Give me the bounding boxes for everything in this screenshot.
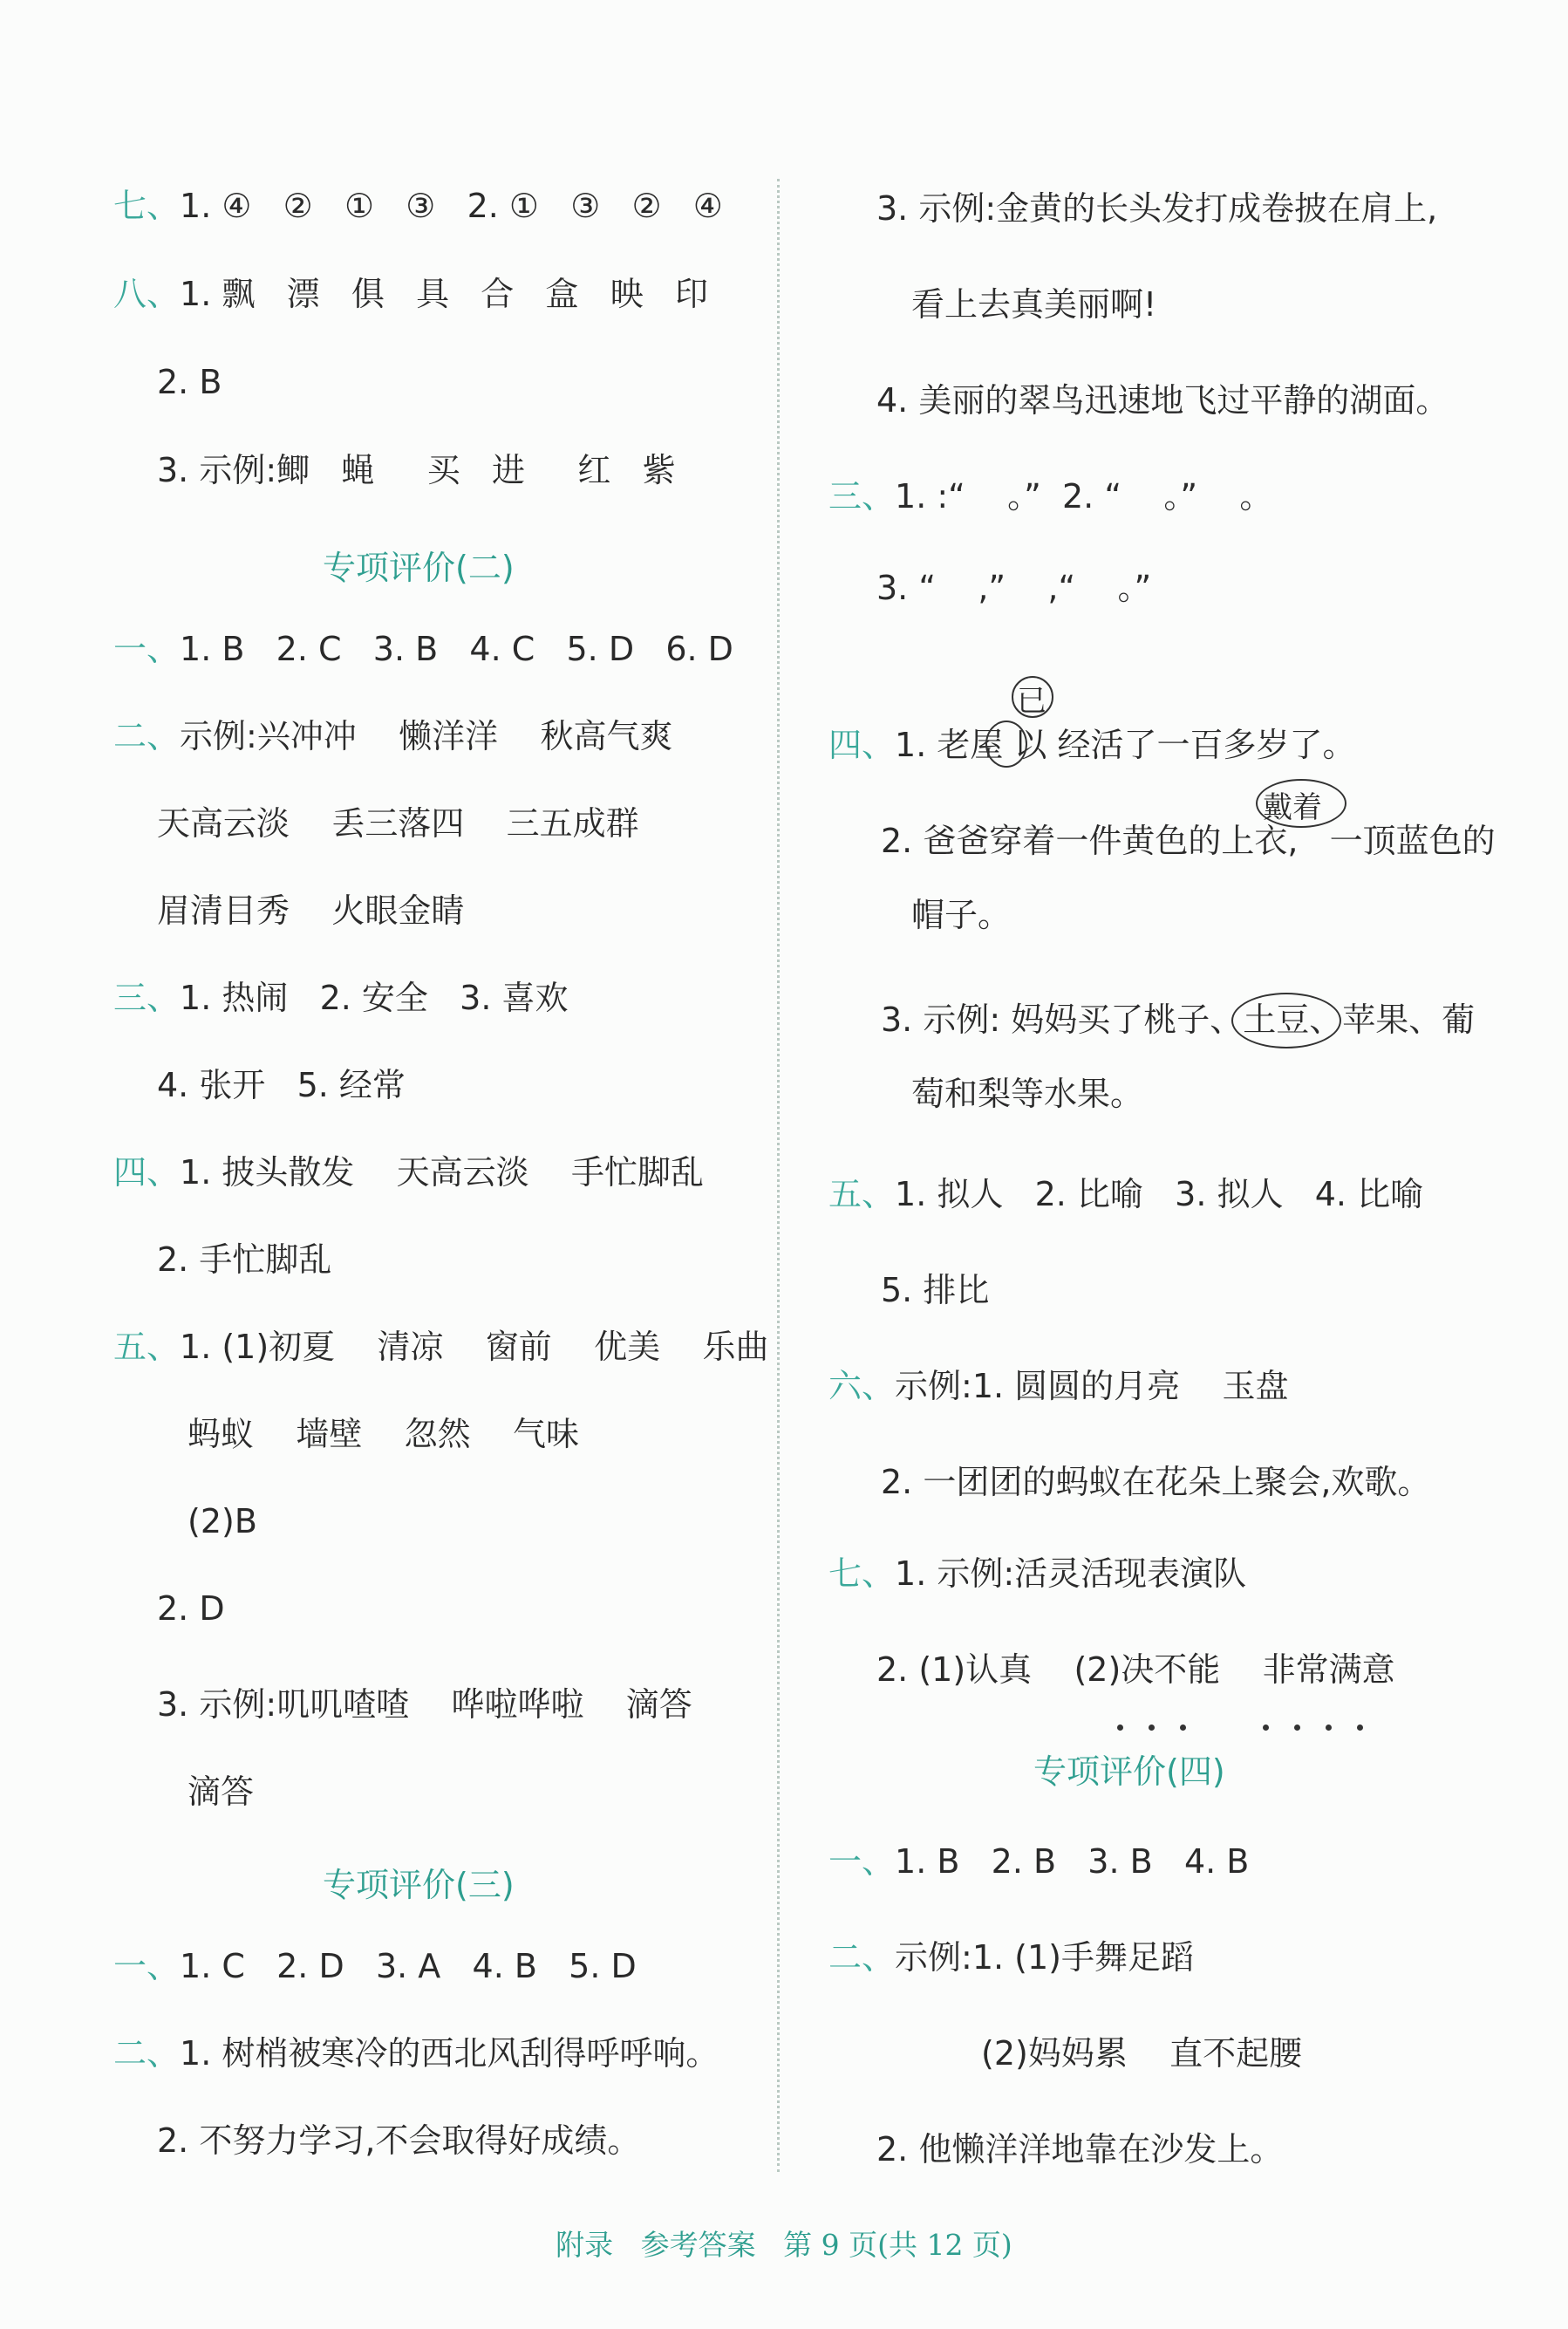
column-divider bbox=[777, 179, 780, 2172]
section-heading: 专项评价(三) bbox=[323, 1866, 515, 1904]
answer-line bbox=[113, 1151, 704, 1193]
answer-line bbox=[113, 273, 708, 315]
answer-line bbox=[876, 567, 1151, 609]
answer-text: 3. 示例: 妈妈买了桃子、土豆、苹果、葡 bbox=[881, 1001, 1476, 1039]
answer-line bbox=[157, 449, 676, 491]
answer-line bbox=[113, 2032, 719, 2074]
answer-text: 萄和梨等水果。 bbox=[911, 1075, 1144, 1113]
answer-line bbox=[876, 2128, 1283, 2170]
answer-line bbox=[881, 820, 1496, 862]
answer-line bbox=[113, 715, 672, 757]
answer-line bbox=[828, 1173, 1423, 1215]
answer-text: 3. 示例:鲫 蝇 买 进 红 紫 bbox=[157, 451, 676, 489]
question-number: 一、 bbox=[828, 1842, 896, 1881]
answer-text: 1. ④ ② ① ③ 2. ① ③ ② ④ bbox=[180, 187, 723, 225]
answer-text: 2. (1)认真 (2)决不能 非常满意 bbox=[876, 1650, 1395, 1689]
question-number: 七、 bbox=[828, 1554, 896, 1593]
answer-line bbox=[876, 188, 1437, 229]
answer-text: 蚂蚁 墙壁 忽然 气味 bbox=[187, 1415, 579, 1453]
answer-text: 看上去真美丽啊! bbox=[911, 285, 1157, 324]
answer-text: 1. B 2. B 3. B 4. B bbox=[895, 1842, 1250, 1881]
answer-text: 1. 示例:活灵活现表演队 bbox=[895, 1554, 1247, 1593]
answer-line bbox=[113, 628, 733, 670]
answer-line bbox=[157, 1064, 406, 1106]
answer-text: 1. :“ 。” 2. “ 。” 。 bbox=[895, 477, 1273, 516]
answer-text: 4. 美丽的翠鸟迅速地飞过平静的湖面。 bbox=[876, 381, 1449, 420]
answer-line bbox=[828, 1936, 1194, 1978]
answer-line bbox=[981, 2032, 1302, 2074]
answer-line bbox=[157, 1588, 225, 1629]
question-number: 三、 bbox=[113, 979, 181, 1017]
answer-text: 1. B 2. C 3. B 4. C 5. D 6. D bbox=[180, 630, 733, 668]
question-number: 七、 bbox=[113, 187, 181, 225]
answer-text: (2)B bbox=[187, 1502, 257, 1540]
answer-text: 示例:1. (1)手舞足蹈 bbox=[895, 1938, 1194, 1977]
answer-line bbox=[113, 185, 723, 227]
question-number: 四、 bbox=[828, 726, 896, 764]
question-number: 二、 bbox=[113, 717, 181, 755]
answer-text: (2)妈妈累 直不起腰 bbox=[981, 2034, 1303, 2073]
answer-line bbox=[157, 2120, 640, 2162]
question-number: 五、 bbox=[113, 1328, 181, 1366]
circle-mark-tudou bbox=[1231, 993, 1341, 1048]
answer-line bbox=[157, 1239, 331, 1281]
answer-text: 2. 一团团的蚂蚁在花朵上聚会,欢歌。 bbox=[881, 1463, 1431, 1501]
answer-line bbox=[157, 803, 639, 844]
section-heading: 专项评价(四) bbox=[1033, 1752, 1225, 1791]
answer-text: 1. (1)初夏 清凉 窗前 优美 乐曲 bbox=[180, 1328, 769, 1366]
answer-text: 示例:兴冲冲 懒洋洋 秋高气爽 bbox=[180, 717, 673, 755]
question-number: 一、 bbox=[113, 630, 181, 668]
answer-line bbox=[911, 894, 1011, 936]
question-number: 五、 bbox=[828, 1175, 896, 1213]
answer-line bbox=[881, 999, 1475, 1041]
answer-line bbox=[911, 283, 1156, 325]
answer-line bbox=[881, 1269, 989, 1311]
answer-text: 4. 张开 5. 经常 bbox=[157, 1066, 406, 1104]
answer-line bbox=[828, 1841, 1249, 1882]
question-number: 一、 bbox=[113, 1947, 181, 1985]
emphasis-dot bbox=[1357, 1725, 1363, 1731]
answer-text: 2. 他懒洋洋地靠在沙发上。 bbox=[876, 2130, 1284, 2168]
question-number: 六、 bbox=[828, 1367, 896, 1405]
answer-line bbox=[157, 1684, 692, 1725]
section-heading: 专项评价(二) bbox=[323, 549, 515, 587]
insert-word-2: 戴着 bbox=[1263, 790, 1322, 825]
answer-line bbox=[113, 1945, 637, 1987]
answer-text: 1. 拟人 2. 比喻 3. 拟人 4. 比喻 bbox=[895, 1175, 1424, 1213]
question-number: 八、 bbox=[113, 275, 181, 313]
answer-text: 1. C 2. D 3. A 4. B 5. D bbox=[180, 1947, 637, 1985]
emphasis-dot bbox=[1117, 1725, 1123, 1731]
answer-line bbox=[911, 1073, 1143, 1115]
circle-mark-yi bbox=[985, 721, 1027, 768]
emphasis-dot bbox=[1180, 1725, 1186, 1731]
answer-text: 3. 示例:金黄的长头发打成卷披在肩上, bbox=[876, 189, 1438, 228]
page-footer: 附录 参考答案 第 9 页(共 12 页) bbox=[556, 2228, 1012, 2262]
answer-text: 帽子。 bbox=[911, 896, 1012, 934]
answer-line bbox=[157, 890, 464, 932]
answer-line bbox=[157, 361, 222, 403]
answer-text: 天高云淡 丢三落四 三五成群 bbox=[157, 804, 639, 843]
answer-text: 2. 手忙脚乱 bbox=[157, 1240, 332, 1279]
answer-text: 5. 排比 bbox=[881, 1271, 990, 1309]
answer-line bbox=[828, 475, 1272, 517]
answer-text: 2. D bbox=[157, 1589, 225, 1628]
answer-text: 2. 爸爸穿着一件黄色的上衣, 一顶蓝色的 bbox=[881, 822, 1496, 860]
answer-line bbox=[876, 1649, 1395, 1690]
answer-text: 2. 不努力学习,不会取得好成绩。 bbox=[157, 2121, 641, 2160]
answer-line bbox=[881, 1461, 1430, 1503]
answer-line bbox=[187, 1413, 579, 1455]
answer-line bbox=[187, 1771, 254, 1813]
answer-text: 3. 示例:叽叽喳喳 哗啦哗啦 滴答 bbox=[157, 1685, 692, 1724]
answer-line bbox=[113, 1326, 768, 1368]
answer-line bbox=[828, 1365, 1288, 1407]
answer-text: 1. 树梢被寒冷的西北风刮得呼呼响。 bbox=[180, 2034, 719, 2073]
answer-text: 滴答 bbox=[187, 1772, 255, 1811]
answer-text: 2. B bbox=[157, 363, 222, 401]
answer-text: 1. 老屋 以 经活了一百多岁了。 bbox=[895, 726, 1356, 764]
question-number: 三、 bbox=[828, 477, 896, 516]
emphasis-dot bbox=[1294, 1725, 1300, 1731]
emphasis-dot bbox=[1326, 1725, 1332, 1731]
insert-word-1: 已 bbox=[1017, 684, 1046, 719]
answer-text: 示例:1. 圆圆的月亮 玉盘 bbox=[895, 1367, 1289, 1405]
answer-line bbox=[187, 1500, 257, 1542]
question-number: 二、 bbox=[828, 1938, 896, 1977]
question-number: 二、 bbox=[113, 2034, 181, 2073]
question-number: 四、 bbox=[113, 1153, 181, 1192]
answer-line bbox=[876, 379, 1449, 421]
answer-text: 3. “ ,” ,“ 。” bbox=[876, 569, 1152, 607]
answer-line bbox=[113, 977, 569, 1019]
answer-text: 1. 披头散发 天高云淡 手忙脚乱 bbox=[180, 1153, 704, 1192]
answer-text: 眉清目秀 火眼金睛 bbox=[157, 891, 465, 930]
answer-text: 1. 热闹 2. 安全 3. 喜欢 bbox=[180, 979, 569, 1017]
emphasis-dot bbox=[1263, 1725, 1269, 1731]
emphasis-dot bbox=[1149, 1725, 1155, 1731]
answer-line bbox=[828, 724, 1356, 766]
answer-text: 1. 飘 漂 俱 具 合 盒 映 印 bbox=[180, 275, 709, 313]
answer-line bbox=[828, 1553, 1246, 1595]
